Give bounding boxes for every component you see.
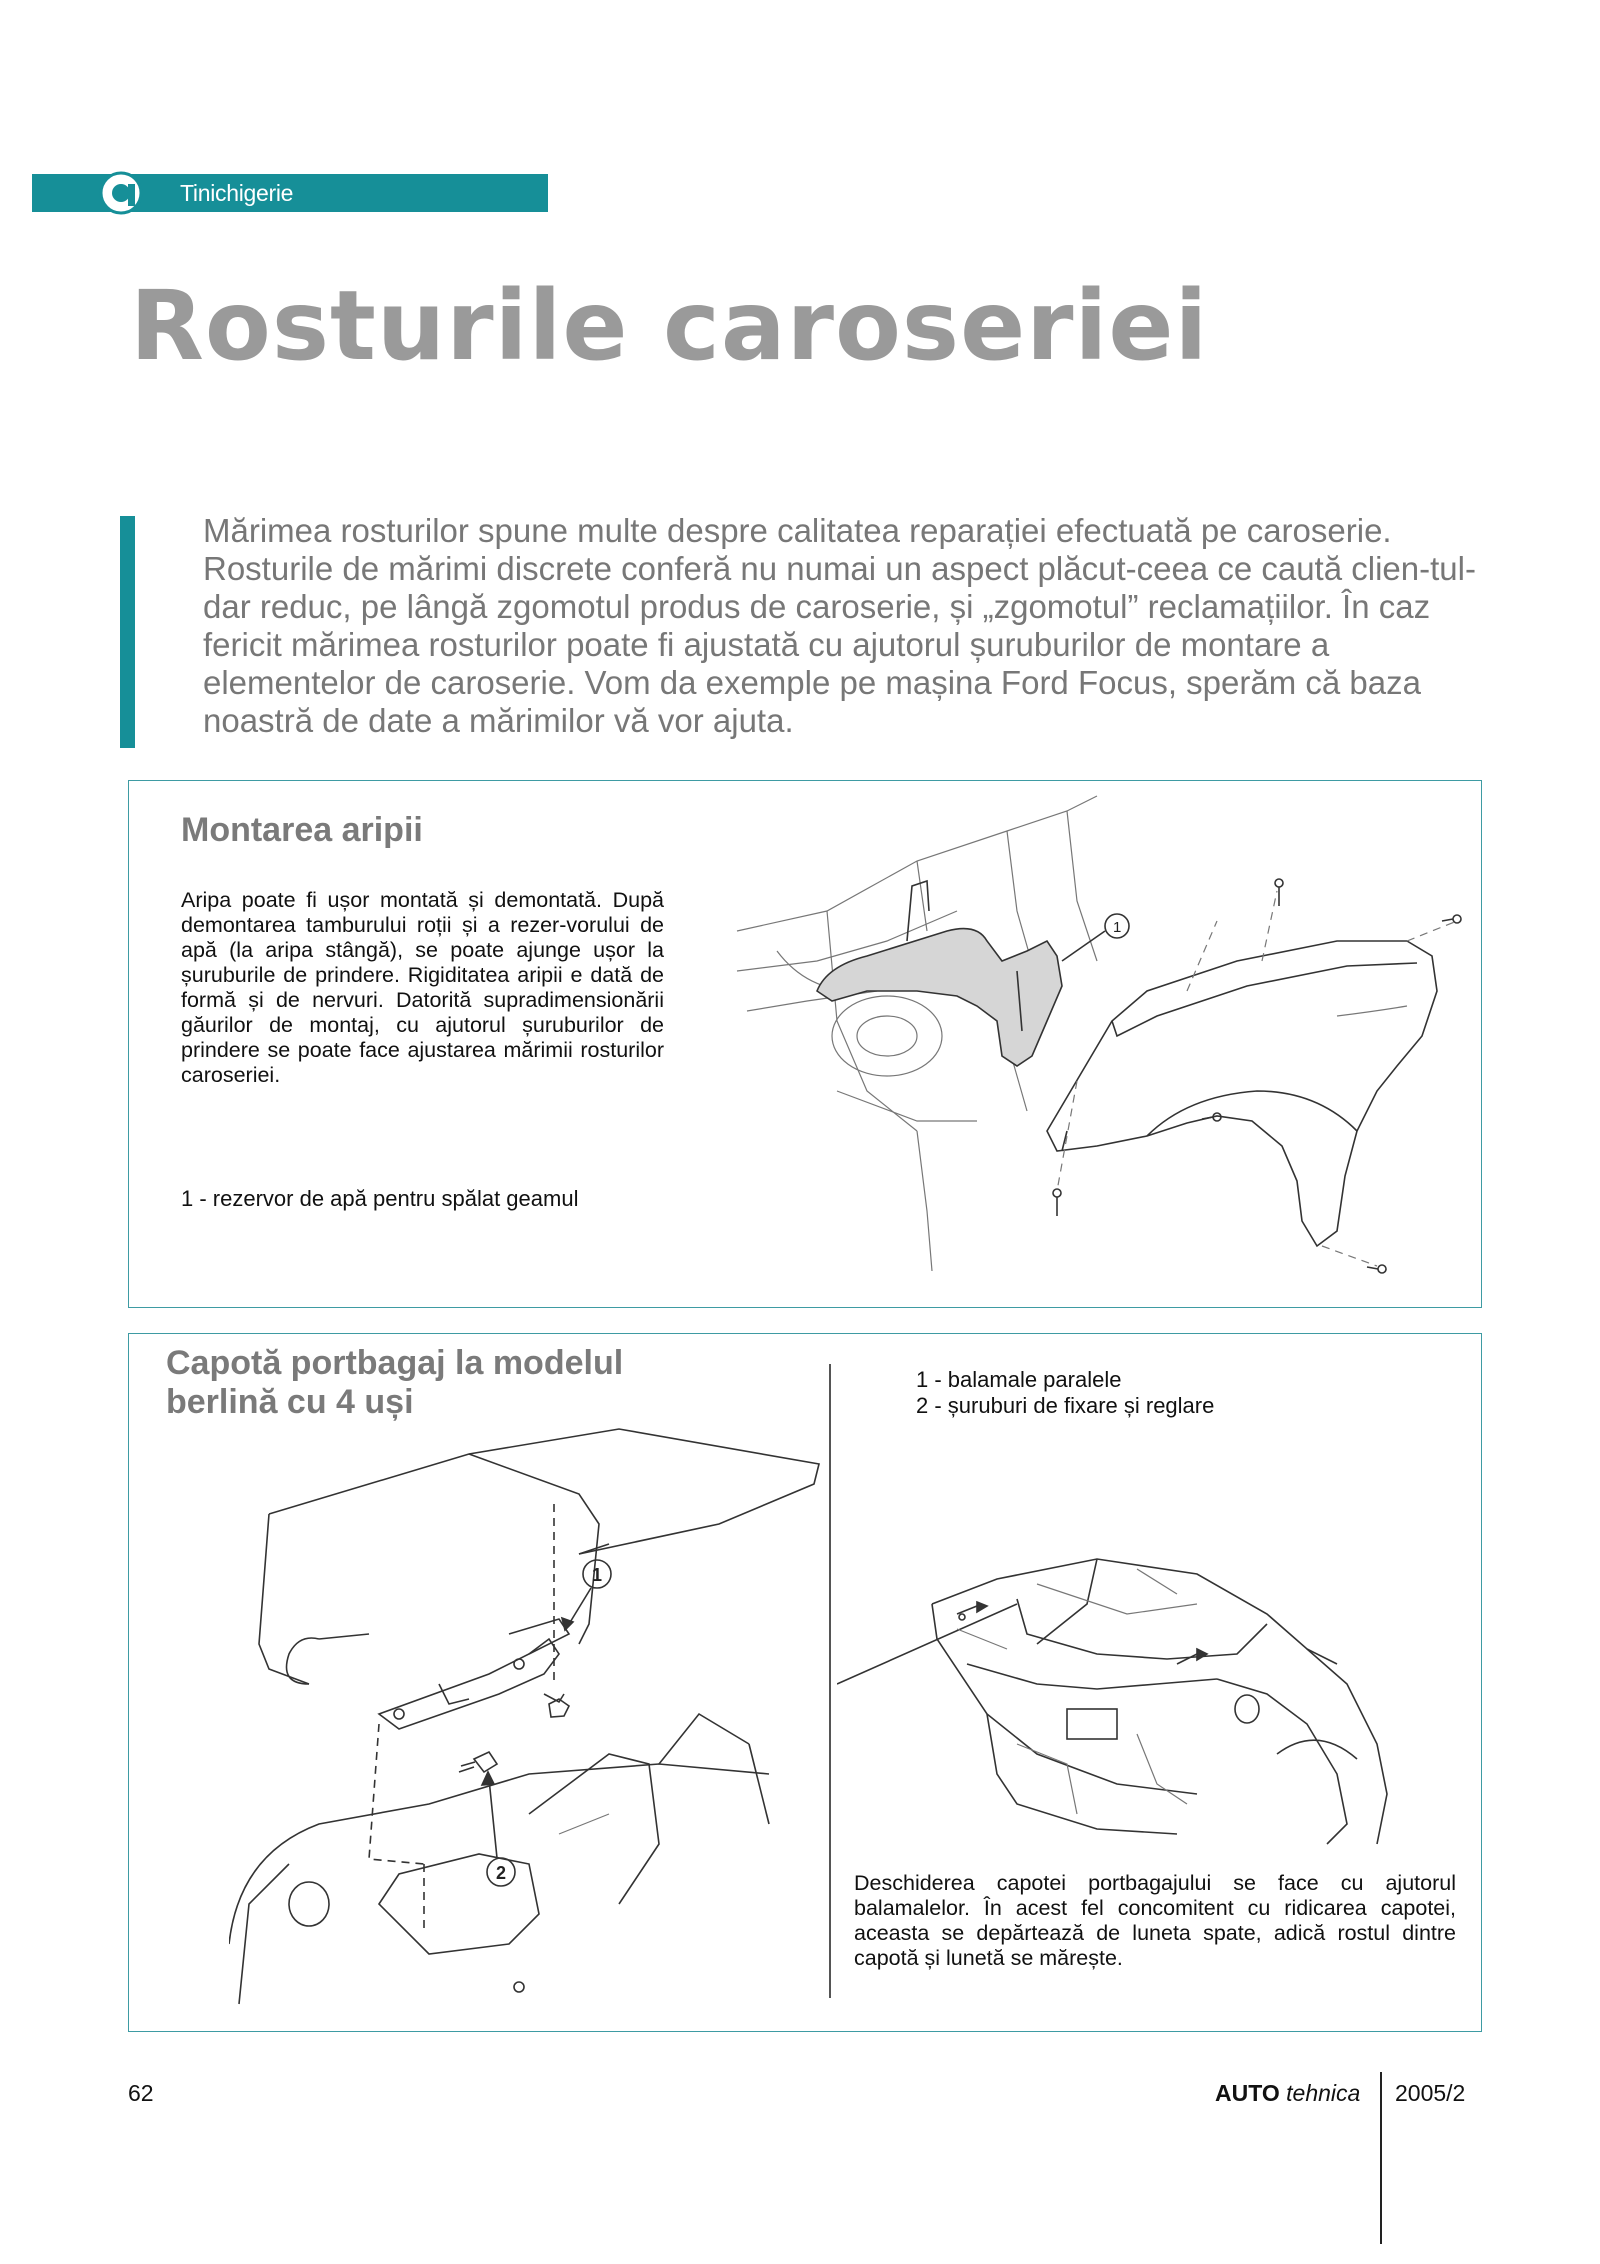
issue-number: 2005/2 [1395, 2080, 1466, 2106]
fender-callout-1: 1 [1113, 919, 1122, 936]
trunk-caption-2: 2 - șuruburi de fixare și reglare [916, 1393, 1215, 1418]
bolt-callout-2: 2 [496, 1863, 507, 1883]
section-label: Tinichigerie [180, 180, 294, 206]
brand-bold: AUTO [1215, 2080, 1280, 2106]
footer-divider [1380, 2072, 1382, 2244]
brand-italic: tehnica [1286, 2080, 1361, 2106]
magazine-name [1215, 2080, 1360, 2107]
fender-illustration [717, 791, 1462, 1296]
trunk-box-caption [916, 1367, 1214, 1419]
car-rear-illustration [837, 1484, 1467, 1864]
page-title: Rosturile caroseriei [130, 270, 1209, 382]
trunk-lid-box [128, 1333, 1482, 2032]
page-number: 62 [128, 2080, 154, 2106]
fender-box-title: Montarea aripii [181, 811, 423, 849]
trunk-box-title: Capotă portbagaj la modelul berlină cu 4 uși [166, 1344, 624, 1421]
trunk-hinge-illustration [229, 1384, 824, 2024]
trunk-box-body: Deschiderea capotei portbagajului se face cu ajutorul balamalelor. În acest fel concomitent cu ridicarea capotei, aceasta se depărtează de luneta spate, adică rostul dintre capotă și lunetă se mărește. [854, 1871, 1456, 1970]
section-logo-icon [98, 170, 144, 216]
box2-divider [829, 1364, 831, 1998]
hinge-callout-1: 1 [592, 1565, 603, 1585]
lead-paragraph: Mărimea rosturilor spune multe despre calitatea reparației efectuată pe caroserie. Rosturile de mărimi discrete conferă nu numai un aspect plăcut-ceea ce caută clien-tul-dar reduc, pe lângă zgomotul produs de caroserie, și „zgomotul” reclamațiilor. În caz fericit mărimea rosturilor poate fi ajustată cu ajutorul șuruburilor de montare a elementelor de caroserie. Vom da exemple pe mașina Ford Focus, sperăm că baza noastră de date a mărimilor vă vor ajuta. [203, 512, 1476, 739]
lead-accent-bar [120, 516, 135, 748]
fender-box-body: Aripa poate fi ușor montată și demontată. După demontarea tamburului roții și a rezer-vorului de apă (la aripa stângă), se poate ajunge ușor la șuruburile de prindere. Rigiditatea aripii e dată de formă și de nervuri. Datorită supradimensionării găurilor de montaj, cu ajutorul șuruburilor de prindere se poate face ajustarea mărimii rosturilor caroseriei. [181, 888, 664, 1087]
fender-mounting-box [128, 780, 1482, 1308]
trunk-caption-1: 1 - balamale paralele [916, 1367, 1122, 1392]
fender-box-caption: 1 - rezervor de apă pentru spălat geamul [181, 1186, 579, 1211]
